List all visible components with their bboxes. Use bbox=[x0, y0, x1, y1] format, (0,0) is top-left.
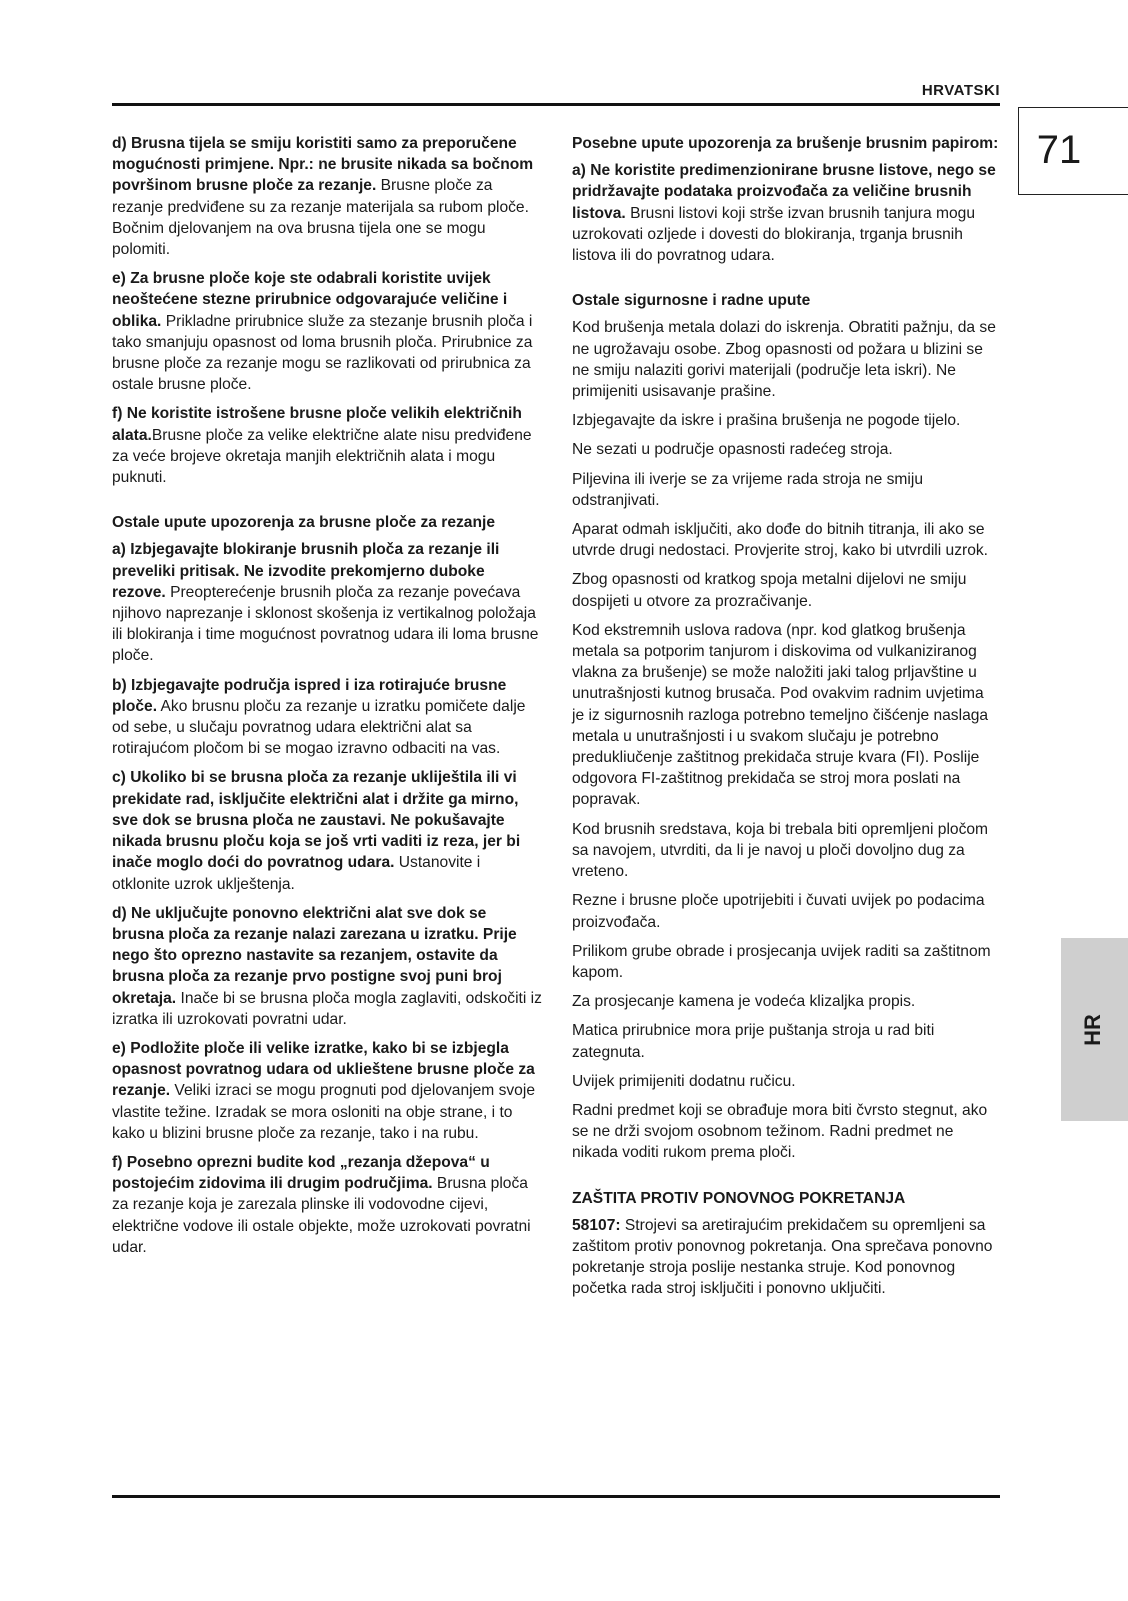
warning-item bbox=[112, 403, 542, 488]
instruction-paragraph: Uvijek primijeniti dodatnu ručicu. bbox=[572, 1072, 796, 1090]
warning-item-bold: a) Izbjegavajte blokiranje brusnih ploča za rezanje ili preveliki pritisak. Ne izvodite prekomjerno duboke rezove. bbox=[112, 541, 500, 601]
warning-item bbox=[112, 1038, 542, 1144]
warning-item-bold: a) Ne koristite predimenzionirane brusne listove, nego se pridržavajte podataka proizvođača za veličine brusnih listova. bbox=[572, 162, 996, 222]
warning-item-text: Prikladne prirubnice služe za stezanje brusnih ploča i tako smanjuju opasnost od loma brusnih ploča. Prirubnice za brusne ploče za rezanje mogu se razlikovati od prirubnica za ostale brusne ploče. bbox=[112, 312, 533, 394]
warning-item-text: Ako brusnu ploču za rezanje u izratku pomičete dalje od sebe, u slučaju povratnog udara električni alat sa rotirajućom pločom bi se mogao izravno odbaciti na vas. bbox=[112, 697, 526, 758]
instruction-paragraph: Zbog opasnosti od kratkog spoja metalni dijelovi ne smiju dospijeti u otvore za prozračivanje. bbox=[572, 571, 967, 610]
warning-item bbox=[112, 767, 542, 894]
bottom-divider bbox=[112, 1495, 1000, 1498]
model-number: 58107: bbox=[572, 1216, 621, 1234]
warning-item-bold: f) Ne koristite istrošene brusne ploče velikih električnih alata. bbox=[112, 405, 522, 444]
instruction-paragraph: Piljevina ili iverje se za vrijeme rada stroja ne smiju odstranjivati. bbox=[572, 470, 923, 509]
warning-item-bold: b) Izbjegavajte područja ispred i iza rotirajuće brusne ploče. bbox=[112, 676, 507, 715]
right-column bbox=[572, 133, 1000, 1308]
restart-protection-paragraph bbox=[572, 1215, 1000, 1300]
warning-item-bold: f) Posebno oprezni budite kod „rezanja džepova“ u postojećim zidovima ili drugim područjima. bbox=[112, 1153, 490, 1193]
warning-item-text: Preopterećenje brusnih ploča za rezanje povećava njihovo naprezanje i sklonost skošenja iz vertikalnog položaja ili blokiranja i time mogućnost povratnog udara ili loma brusne ploče. bbox=[112, 583, 539, 665]
instruction-paragraph: Rezne i brusne ploče upotrijebiti i čuvati uvijek po podacima proizvođača. bbox=[572, 892, 985, 931]
warning-item bbox=[572, 160, 1000, 266]
warning-item-text: Brusne ploče za rezanje predviđene su za rezanje materijala sa rubom ploče. Bočnim djelovanjem na ova brusna tijela one se mogu polomiti. bbox=[112, 177, 529, 259]
instruction-paragraph: Za prosjecanje kamena je vodeća klizaljka propis. bbox=[572, 993, 916, 1011]
warning-item-bold: e) Podložite ploče ili velike izratke, kako bi se izbjegla opasnost povratnog udara od uklieštene brusne ploče za rezanje. bbox=[112, 1039, 535, 1100]
warning-item-bold: c) Ukoliko bi se brusna ploča za rezanje ukliještila ili vi prekidate rad, isključite električni alat i držite ga mirno, sve dok se brusna ploča ne zaustavi. Ne pokušavajte nikada brusnu ploču koja se još vrti vaditi iz reza, jer bi inače moglo doći do povratnog udara. bbox=[112, 769, 521, 872]
instruction-paragraph: Kod brusnih sredstava, koja bi trebala biti opremljeni pločom sa navojem, utvrditi, da li je navoj u ploči dovoljno dug za vreteno. bbox=[572, 820, 989, 881]
warning-item-text: Inače bi se brusna ploča mogla zaglaviti, odskočiti iz izratka ili uzrokovati povratni udar. bbox=[112, 989, 542, 1028]
instruction-paragraph: Radni predmet koji se obrađuje mora biti čvrsto stegnut, ako se ne drži svojom osobnom težinom. Radni predmet ne nikada voditi rukom prema ploči. bbox=[572, 1101, 988, 1162]
warning-item bbox=[112, 903, 542, 1030]
instruction-paragraph: Kod ekstremnih uslova radova (npr. kod glatkog brušenja metala sa potporim tanjurom i diskovima od vulkaniziranog vlakna za brušenje) se može naložiti jaki talog prljavštine u unutrašnjosti kutnog brusača. Pod ovakvim radnim uvjetima je iz sigurnosnih razloga potrebno temeljno čišćenje naslaga metala u unutrašnjosti i u svakom slučaju je potrebno predukliučenje zaštitnog prekidača struje kvara (FI). Poslije odgovora FI-zaštitnog prekidača se stroj mora poslati na popravak. bbox=[572, 621, 989, 809]
warning-item-text: Brusni listovi koji strše izvan brusnih tanjura mogu uzrokovati ozljede i dovesti do blokiranja, trganja brusnih listova ili do povratnog udara. bbox=[572, 204, 976, 265]
header-language: HRVATSKI bbox=[921, 82, 1000, 99]
warning-item-bold: d) Brusna tijela se smiju koristiti samo za preporučene mogućnosti primjene. Npr.: ne brusite nikada sa bočnom površinom brusne ploče za rezanje. bbox=[112, 135, 534, 195]
instruction-paragraph: Kod brušenja metala dolazi do iskrenja. Obratiti pažnju, da se ne ugrožavaju osobe. Zbog opasnosti od požara u blizini se ne smiju nalaziti gorivi materijali (područje leta iskri). Ne primijeniti usisavanje prašine. bbox=[572, 319, 996, 401]
warning-item bbox=[112, 268, 542, 395]
warning-item bbox=[112, 539, 542, 666]
instruction-paragraph: Aparat odmah isključiti, ako dođe do bitnih titranja, ili ako se utvrde drugi nedostaci. Provjerite stroj, kako bi utvrdili uzrok. bbox=[572, 521, 989, 560]
restart-protection-text: Strojevi sa aretirajućim prekidačem su opremljeni sa zaštitom protiv ponovnog pokretanja. Ona sprečava ponovno pokretanje stroja poslije nestanka struje. Kod ponovnog početka rada stroj isključiti i ponovno uključiti. bbox=[572, 1216, 993, 1298]
warning-item bbox=[112, 675, 542, 760]
section-heading: Posebne upute upozorenja za brušenje brusnim papirom: bbox=[572, 135, 999, 152]
warning-item-text: Ustanovite i otklonite uzrok uklještenja. bbox=[112, 854, 481, 893]
warning-item bbox=[112, 133, 542, 260]
page-number-box bbox=[1018, 107, 1128, 195]
instruction-paragraph: Matica prirubnice mora prije puštanja stroja u rad biti zategnuta. bbox=[572, 1022, 935, 1061]
warning-item-bold: e) Za brusne ploče koje ste odabrali koristite uvijek neoštećene stezne prirubnice odgovarajuće veličine i oblika. bbox=[112, 270, 508, 330]
warning-item bbox=[112, 1152, 542, 1258]
section-heading: Ostale upute upozorenja za brusne ploče za rezanje bbox=[112, 514, 496, 532]
warning-item-text: Brusne ploče za velike električne alate nisu predviđene za veće brojeve okretaja manjih električnih alata i mogu puknuti. bbox=[112, 426, 532, 487]
section-heading: Ostale sigurnosne i radne upute bbox=[572, 292, 811, 310]
left-column bbox=[112, 133, 542, 1266]
instruction-paragraph: Ne sezati u područje opasnosti radećeg stroja. bbox=[572, 441, 893, 459]
section-heading: ZAŠTITA PROTIV PONOVNOG POKRETANJA bbox=[572, 1189, 906, 1207]
language-side-tab-label: HR bbox=[1080, 1014, 1105, 1046]
page-number: 71 bbox=[1036, 128, 1082, 172]
instruction-paragraph: Prilikom grube obrade i prosjecanja uvijek raditi sa zaštitnom kapom. bbox=[572, 942, 991, 981]
warning-item-text: Brusna ploča za rezanje koja je zarezala plinske ili vodovodne cijevi, električne vodove ili ostale objekte, može uzrokovati povratni udar. bbox=[112, 1175, 531, 1256]
language-side-tab bbox=[1061, 938, 1128, 1121]
top-divider bbox=[112, 103, 1000, 106]
warning-item-bold: d) Ne uključujte ponovno električni alat sve dok se brusna ploča za rezanje nalazi zarezana u izratku. Prije nego što oprezno nastavite sa rezanjem, ostavite da brusna ploča za rezanje prvo postigne svoj puni broj okretaja. bbox=[112, 904, 517, 1007]
warning-item-text: Veliki izraci se mogu prognuti pod djelovanjem svoje vlastite težine. Izradak se mora osloniti na obje strane, i to kako u blizini brusne ploče za rezanje, tako i na rubu. bbox=[112, 1082, 535, 1142]
instruction-paragraph: Izbjegavajte da iskre i prašina brušenja ne pogode tijelo. bbox=[572, 412, 961, 430]
